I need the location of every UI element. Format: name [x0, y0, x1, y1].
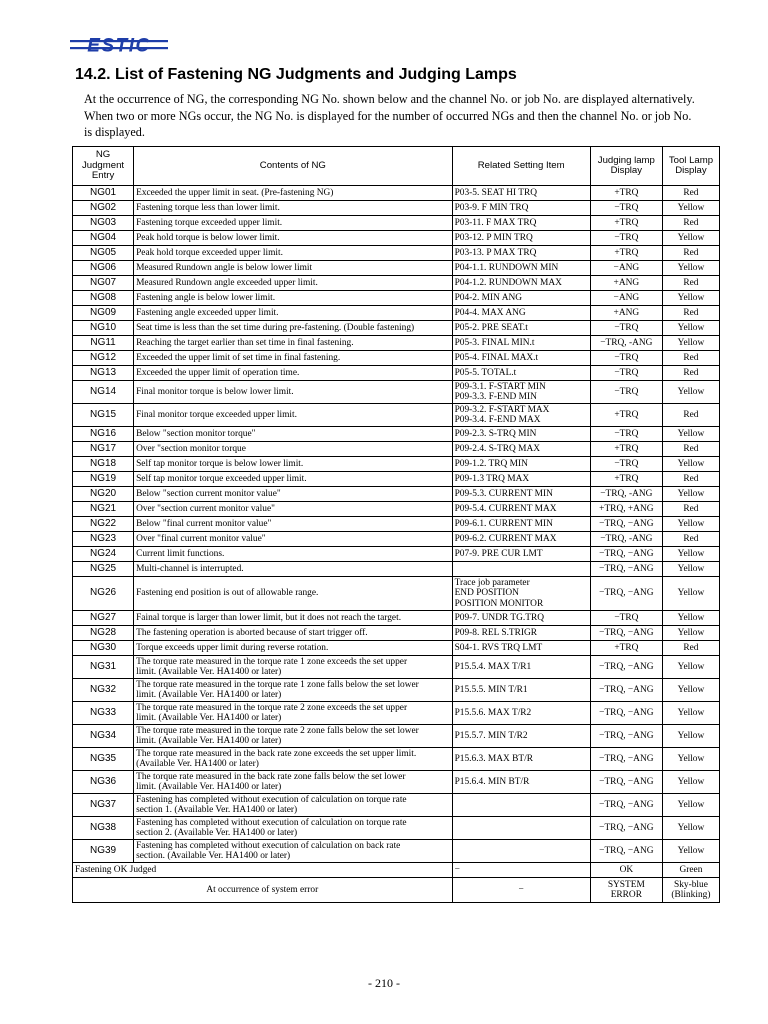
setting-item-cell: P15.5.7. MIN T/R2 [452, 725, 590, 748]
tool-lamp-cell: Yellow [662, 336, 719, 351]
ok-lamp: OK [590, 863, 662, 878]
table-row [73, 427, 720, 442]
setting-item-cell: P09-1.3 TRQ MAX [452, 472, 590, 487]
setting-item-cell: P15.5.6. MAX T/R2 [452, 702, 590, 725]
ng-judgment-table [72, 146, 720, 903]
judging-lamp-cell: +TRQ [590, 246, 662, 261]
table-row [73, 186, 720, 201]
ng-content-cell: Reaching the target earlier than set time in final fastening. [134, 336, 452, 351]
setting-item-cell: P03-13. P MAX TRQ [452, 246, 590, 261]
ng-content-cell: Fastening torque exceeded upper limit. [134, 216, 452, 231]
judging-lamp-cell: −TRQ, −ANG [590, 794, 662, 817]
table-row [73, 404, 720, 427]
error-tool: Sky-blue (Blinking) [662, 878, 719, 903]
judging-lamp-cell: −TRQ [590, 231, 662, 246]
ng-number-cell: NG09 [73, 306, 134, 321]
table-row [73, 201, 720, 216]
table-row [73, 562, 720, 577]
setting-item-cell: P09-6.2. CURRENT MAX [452, 532, 590, 547]
ng-number-cell: NG38 [73, 817, 134, 840]
tool-lamp-cell: Yellow [662, 562, 719, 577]
setting-item-cell: P09-5.3. CURRENT MIN [452, 487, 590, 502]
judging-lamp-cell: +TRQ [590, 641, 662, 656]
table-row [73, 577, 720, 611]
judging-lamp-cell: −TRQ, -ANG [590, 532, 662, 547]
setting-item-cell: P03-9. F MIN TRQ [452, 201, 590, 216]
setting-item-cell: Trace job parameter END POSITION POSITION MONITOR [452, 577, 590, 611]
ng-number-cell: NG35 [73, 748, 134, 771]
judging-lamp-cell: −TRQ [590, 366, 662, 381]
judging-lamp-cell: −TRQ, −ANG [590, 725, 662, 748]
tool-lamp-cell: Red [662, 366, 719, 381]
tool-lamp-cell: Red [662, 306, 719, 321]
judging-lamp-cell: −TRQ, −ANG [590, 702, 662, 725]
judging-lamp-cell: −TRQ [590, 381, 662, 404]
judging-lamp-cell: −TRQ, −ANG [590, 626, 662, 641]
setting-item-cell: P05-5. TOTAL.t [452, 366, 590, 381]
ng-content-cell: Fastening has completed without execution of calculation on torque rate section 2. (Available Ver. HA1400 or later) [134, 817, 452, 840]
table-row [73, 611, 720, 626]
ng-number-cell: NG13 [73, 366, 134, 381]
ng-number-cell: NG05 [73, 246, 134, 261]
ok-label: Fastening OK Judged [73, 863, 453, 878]
ng-number-cell: NG04 [73, 231, 134, 246]
ng-number-cell: NG10 [73, 321, 134, 336]
tool-lamp-cell: Yellow [662, 487, 719, 502]
tool-lamp-cell: Yellow [662, 611, 719, 626]
judging-lamp-cell: −TRQ [590, 427, 662, 442]
judging-lamp-cell: +TRQ [590, 216, 662, 231]
setting-item-cell: P04-4. MAX ANG [452, 306, 590, 321]
ok-setting: − [452, 863, 590, 878]
table-row [73, 276, 720, 291]
tool-lamp-cell: Red [662, 502, 719, 517]
ng-content-cell: Torque exceeds upper limit during reverse rotation. [134, 641, 452, 656]
table-row [73, 442, 720, 457]
setting-item-cell: P04-2. MIN ANG [452, 291, 590, 306]
judging-lamp-cell: −TRQ, −ANG [590, 517, 662, 532]
table-row [73, 656, 720, 679]
intro-line: is displayed. [84, 125, 145, 139]
ng-content-cell: Fainal torque is larger than lower limit, but it does not reach the target. [134, 611, 452, 626]
page-number: - 210 - [368, 976, 400, 990]
setting-item-cell: P09-1.2. TRQ MIN [452, 457, 590, 472]
ng-number-cell: NG02 [73, 201, 134, 216]
table-row [73, 321, 720, 336]
ng-content-cell: Current limit functions. [134, 547, 452, 562]
ng-number-cell: NG14 [73, 381, 134, 404]
ng-content-cell: The fastening operation is aborted because of start trigger off. [134, 626, 452, 641]
tool-lamp-cell: Yellow [662, 656, 719, 679]
ng-number-cell: NG37 [73, 794, 134, 817]
setting-item-cell: P09-2.3. S-TRQ MIN [452, 427, 590, 442]
ng-number-cell: NG08 [73, 291, 134, 306]
judging-lamp-cell: +ANG [590, 276, 662, 291]
setting-item-cell: P09-7. UNDR TG.TRQ [452, 611, 590, 626]
tool-lamp-cell: Yellow [662, 231, 719, 246]
table-row [73, 336, 720, 351]
setting-item-cell: P07-9. PRE CUR LMT [452, 547, 590, 562]
estic-logo [70, 34, 168, 56]
table-row [73, 547, 720, 562]
intro-paragraph [84, 91, 734, 141]
ng-number-cell: NG16 [73, 427, 134, 442]
error-setting: − [452, 878, 590, 903]
tool-lamp-cell: Red [662, 404, 719, 427]
tool-lamp-cell: Yellow [662, 381, 719, 404]
judging-lamp-cell: +ANG [590, 306, 662, 321]
ng-number-cell: NG19 [73, 472, 134, 487]
setting-item-cell: P09-6.1. CURRENT MIN [452, 517, 590, 532]
logo-text: ESTIC [87, 35, 151, 56]
judging-lamp-cell: −TRQ, −ANG [590, 817, 662, 840]
tool-lamp-cell: Yellow [662, 725, 719, 748]
ng-number-cell: NG22 [73, 517, 134, 532]
ng-content-cell: Fastening torque less than lower limit. [134, 201, 452, 216]
header-ng-entry: NG Judgment Entry [73, 147, 134, 186]
tool-lamp-cell: Yellow [662, 840, 719, 863]
section-title: 14.2. List of Fastening NG Judgments and Judging Lamps [75, 66, 517, 83]
table-row [73, 502, 720, 517]
intro-line: When two or more NGs occur, the NG No. is displayed for the number of occurred NGs and then the channel No. or job No. [84, 108, 692, 123]
table-row [73, 794, 720, 817]
judging-lamp-cell: −ANG [590, 261, 662, 276]
setting-item-cell: P15.6.4. MIN BT/R [452, 771, 590, 794]
ng-number-cell: NG33 [73, 702, 134, 725]
ng-content-cell: Fastening angle is below lower limit. [134, 291, 452, 306]
ng-number-cell: NG15 [73, 404, 134, 427]
ng-number-cell: NG39 [73, 840, 134, 863]
judging-lamp-cell: −TRQ [590, 351, 662, 366]
judging-lamp-cell: −ANG [590, 291, 662, 306]
error-row [73, 878, 720, 903]
ng-number-cell: NG27 [73, 611, 134, 626]
tool-lamp-cell: Red [662, 216, 719, 231]
setting-item-cell: P04-1.1. RUNDOWN MIN [452, 261, 590, 276]
ng-number-cell: NG34 [73, 725, 134, 748]
setting-item-cell: P09-8. REL S.TRIGR [452, 626, 590, 641]
error-lamp: SYSTEM ERROR [590, 878, 662, 903]
ng-content-cell: Over "section monitor torque [134, 442, 452, 457]
table-row [73, 261, 720, 276]
ng-content-cell: Final monitor torque is below lower limit. [134, 381, 452, 404]
table-row [73, 351, 720, 366]
table-row [73, 771, 720, 794]
table-body [73, 186, 720, 863]
ng-number-cell: NG20 [73, 487, 134, 502]
table-row [73, 487, 720, 502]
table-row [73, 366, 720, 381]
table-row [73, 472, 720, 487]
ng-content-cell: Over "section current monitor value" [134, 502, 452, 517]
judging-lamp-cell: −TRQ [590, 201, 662, 216]
setting-item-cell: P09-3.2. F-START MAX P09-3.4. F-END MAX [452, 404, 590, 427]
table-row [73, 457, 720, 472]
header-setting: Related Setting Item [452, 147, 590, 186]
header-tool-lamp: Tool Lamp Display [662, 147, 719, 186]
table-row [73, 840, 720, 863]
ng-content-cell: The torque rate measured in the torque rate 1 zone falls below the set lower limit. (Available Ver. HA1400 or later) [134, 679, 452, 702]
judging-lamp-cell: −TRQ [590, 457, 662, 472]
setting-item-cell: P05-3. FINAL MIN.t [452, 336, 590, 351]
table-row [73, 641, 720, 656]
ng-number-cell: NG21 [73, 502, 134, 517]
table-row [73, 291, 720, 306]
ng-number-cell: NG26 [73, 577, 134, 611]
ok-row [73, 863, 720, 878]
judging-lamp-cell: −TRQ [590, 611, 662, 626]
ng-number-cell: NG28 [73, 626, 134, 641]
ng-content-cell: Fastening end position is out of allowable range. [134, 577, 452, 611]
setting-item-cell: P03-12. P MIN TRQ [452, 231, 590, 246]
table-row [73, 817, 720, 840]
ng-number-cell: NG18 [73, 457, 134, 472]
ng-number-cell: NG23 [73, 532, 134, 547]
table-row [73, 246, 720, 261]
ng-content-cell: Fastening angle exceeded upper limit. [134, 306, 452, 321]
setting-item-cell: P09-3.1. F-START MIN P09-3.3. F-END MIN [452, 381, 590, 404]
ng-content-cell: Measured Rundown angle exceeded upper limit. [134, 276, 452, 291]
setting-item-cell: P04-1.2. RUNDOWN MAX [452, 276, 590, 291]
ng-content-cell: Over "final current monitor value" [134, 532, 452, 547]
ng-number-cell: NG11 [73, 336, 134, 351]
tool-lamp-cell: Yellow [662, 817, 719, 840]
ng-number-cell: NG30 [73, 641, 134, 656]
header-judging-lamp: Judging lamp Display [590, 147, 662, 186]
tool-lamp-cell: Red [662, 351, 719, 366]
setting-item-cell [452, 794, 590, 817]
table-row [73, 216, 720, 231]
judging-lamp-cell: −TRQ, −ANG [590, 562, 662, 577]
setting-item-cell [452, 562, 590, 577]
ng-content-cell: Below "final current monitor value" [134, 517, 452, 532]
tool-lamp-cell: Red [662, 472, 719, 487]
table-row [73, 381, 720, 404]
tool-lamp-cell: Yellow [662, 702, 719, 725]
ng-number-cell: NG01 [73, 186, 134, 201]
setting-item-cell: P05-4. FINAL MAX.t [452, 351, 590, 366]
tool-lamp-cell: Yellow [662, 321, 719, 336]
tool-lamp-cell: Red [662, 186, 719, 201]
tool-lamp-cell: Yellow [662, 457, 719, 472]
table-row [73, 306, 720, 321]
judging-lamp-cell: +TRQ [590, 404, 662, 427]
setting-item-cell: P05-2. PRE SEAT.t [452, 321, 590, 336]
intro-line: At the occurrence of NG, the corresponding NG No. shown below and the channel No. or job No. are displayed alternatively. [84, 92, 695, 106]
tool-lamp-cell: Yellow [662, 794, 719, 817]
tool-lamp-cell: Yellow [662, 427, 719, 442]
setting-item-cell: P03-11. F MAX TRQ [452, 216, 590, 231]
ng-content-cell: The torque rate measured in the back rate zone exceeds the set upper limit. (Available Ver. HA1400 or later) [134, 748, 452, 771]
tool-lamp-cell: Red [662, 276, 719, 291]
tool-lamp-cell: Yellow [662, 291, 719, 306]
ng-content-cell: Self tap monitor torque exceeded upper limit. [134, 472, 452, 487]
setting-item-cell: S04-1. RVS TRQ LMT [452, 641, 590, 656]
ng-content-cell: Peak hold torque is below lower limit. [134, 231, 452, 246]
setting-item-cell: P15.5.5. MIN T/R1 [452, 679, 590, 702]
table-row [73, 532, 720, 547]
ng-number-cell: NG03 [73, 216, 134, 231]
table-row [73, 679, 720, 702]
ng-content-cell: Below "section monitor torque" [134, 427, 452, 442]
ng-content-cell: Seat time is less than the set time during pre-fastening. (Double fastening) [134, 321, 452, 336]
table-row [73, 748, 720, 771]
setting-item-cell: P09-5.4. CURRENT MAX [452, 502, 590, 517]
ng-content-cell: The torque rate measured in the back rate zone falls below the set lower limit. (Available Ver. HA1400 or later) [134, 771, 452, 794]
ng-number-cell: NG25 [73, 562, 134, 577]
ng-content-cell: The torque rate measured in the torque rate 2 zone exceeds the set upper limit. (Available Ver. HA1400 or later) [134, 702, 452, 725]
ng-content-cell: Below "section current monitor value" [134, 487, 452, 502]
judging-lamp-cell: −TRQ [590, 321, 662, 336]
tool-lamp-cell: Yellow [662, 626, 719, 641]
ng-content-cell: Final monitor torque exceeded upper limit. [134, 404, 452, 427]
table-row [73, 231, 720, 246]
judging-lamp-cell: +TRQ, +ANG [590, 502, 662, 517]
error-label: At occurrence of system error [73, 878, 453, 903]
ng-content-cell: The torque rate measured in the torque rate 2 zone falls below the set lower limit. (Available Ver. HA1400 or later) [134, 725, 452, 748]
header-contents: Contents of NG [134, 147, 452, 186]
table-header-row [73, 147, 720, 186]
ng-content-cell: Exceeded the upper limit in seat. (Pre-fastening NG) [134, 186, 452, 201]
setting-item-cell: P15.6.3. MAX BT/R [452, 748, 590, 771]
judging-lamp-cell: −TRQ, -ANG [590, 487, 662, 502]
ng-content-cell: Fastening has completed without execution of calculation on back rate section. (Available Ver. HA1400 or later) [134, 840, 452, 863]
judging-lamp-cell: +TRQ [590, 472, 662, 487]
judging-lamp-cell: −TRQ, −ANG [590, 577, 662, 611]
tool-lamp-cell: Red [662, 442, 719, 457]
judging-lamp-cell: −TRQ, −ANG [590, 547, 662, 562]
ng-number-cell: NG36 [73, 771, 134, 794]
table-row [73, 725, 720, 748]
ok-tool: Green [662, 863, 719, 878]
ng-content-cell: Fastening has completed without execution of calculation on torque rate section 1. (Available Ver. HA1400 or later) [134, 794, 452, 817]
ng-number-cell: NG17 [73, 442, 134, 457]
judging-lamp-cell: −TRQ, −ANG [590, 771, 662, 794]
judging-lamp-cell: −TRQ, −ANG [590, 840, 662, 863]
table-row [73, 626, 720, 641]
ng-number-cell: NG24 [73, 547, 134, 562]
tool-lamp-cell: Yellow [662, 748, 719, 771]
ng-content-cell: Peak hold torque exceeded upper limit. [134, 246, 452, 261]
judging-lamp-cell: +TRQ [590, 186, 662, 201]
tool-lamp-cell: Yellow [662, 547, 719, 562]
tool-lamp-cell: Yellow [662, 201, 719, 216]
ng-content-cell: Exceeded the upper limit of set time in final fastening. [134, 351, 452, 366]
ng-content-cell: The torque rate measured in the torque rate 1 zone exceeds the set upper limit. (Available Ver. HA1400 or later) [134, 656, 452, 679]
setting-item-cell [452, 817, 590, 840]
judging-lamp-cell: −TRQ, -ANG [590, 336, 662, 351]
table-row [73, 702, 720, 725]
ng-number-cell: NG07 [73, 276, 134, 291]
judging-lamp-cell: +TRQ [590, 442, 662, 457]
tool-lamp-cell: Yellow [662, 261, 719, 276]
setting-item-cell: P03-5. SEAT HI TRQ [452, 186, 590, 201]
tool-lamp-cell: Red [662, 641, 719, 656]
ng-number-cell: NG31 [73, 656, 134, 679]
tool-lamp-cell: Yellow [662, 679, 719, 702]
ng-number-cell: NG32 [73, 679, 134, 702]
setting-item-cell: P15.5.4. MAX T/R1 [452, 656, 590, 679]
tool-lamp-cell: Red [662, 246, 719, 261]
setting-item-cell: P09-2.4. S-TRQ MAX [452, 442, 590, 457]
judging-lamp-cell: −TRQ, −ANG [590, 748, 662, 771]
ng-content-cell: Multi-channel is interrupted. [134, 562, 452, 577]
ng-content-cell: Self tap monitor torque is below lower limit. [134, 457, 452, 472]
tool-lamp-cell: Yellow [662, 577, 719, 611]
tool-lamp-cell: Yellow [662, 771, 719, 794]
ng-content-cell: Exceeded the upper limit of operation time. [134, 366, 452, 381]
tool-lamp-cell: Red [662, 532, 719, 547]
ng-content-cell: Measured Rundown angle is below lower limit [134, 261, 452, 276]
tool-lamp-cell: Yellow [662, 517, 719, 532]
table-row [73, 517, 720, 532]
ng-number-cell: NG12 [73, 351, 134, 366]
setting-item-cell [452, 840, 590, 863]
judging-lamp-cell: −TRQ, −ANG [590, 679, 662, 702]
ng-number-cell: NG06 [73, 261, 134, 276]
judging-lamp-cell: −TRQ, −ANG [590, 656, 662, 679]
